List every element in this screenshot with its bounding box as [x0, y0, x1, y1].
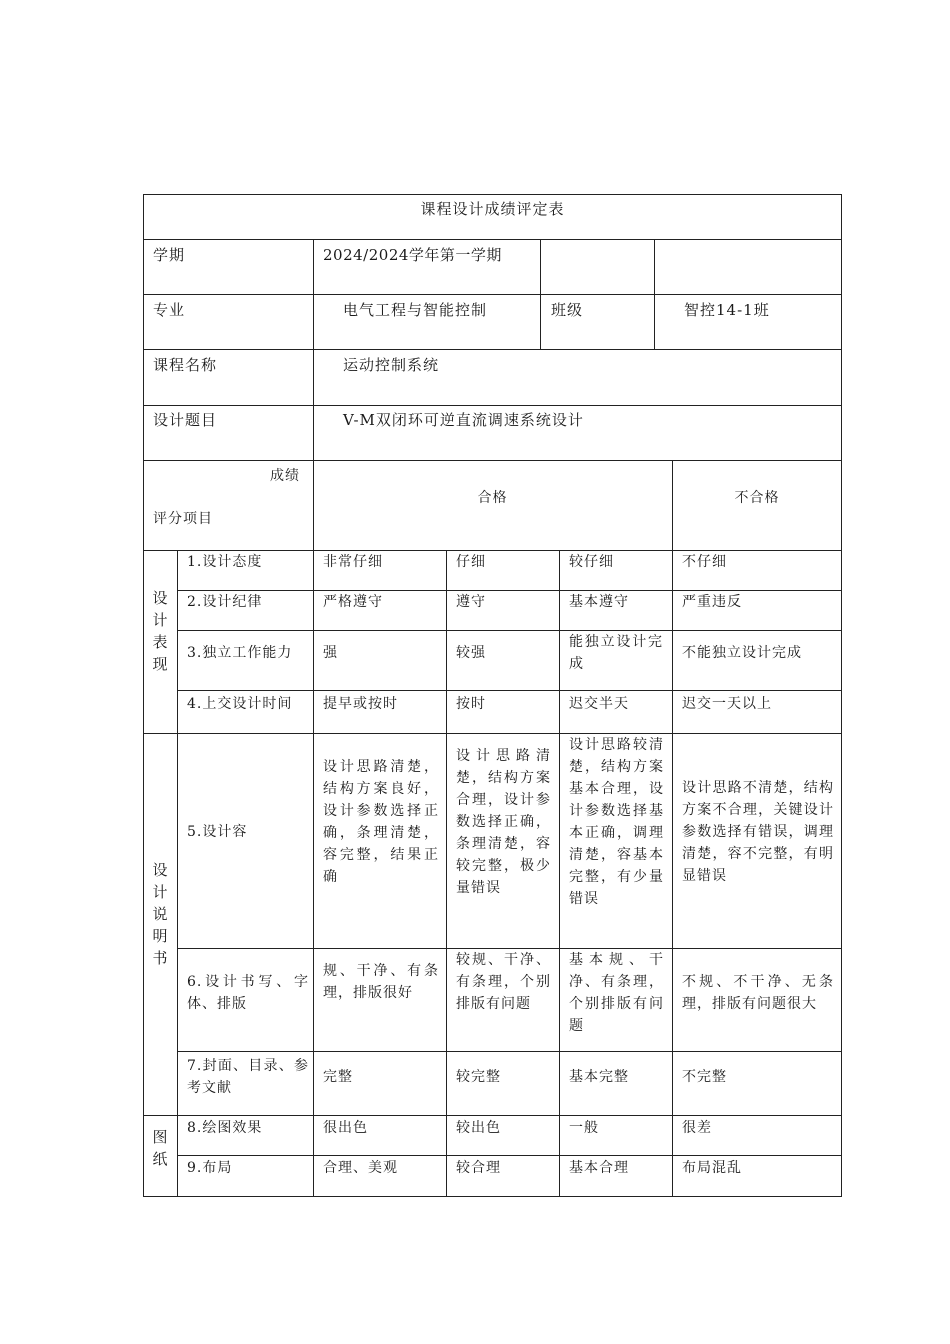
row3-item: 3.独立工作能力 — [187, 645, 293, 661]
row3-fail: 不能独立设计完成 — [682, 645, 802, 661]
row4-good: 按时 — [456, 696, 486, 712]
row6-good: 较规、干净、有条理，个别排版有问题 — [456, 952, 551, 1012]
row3-excellent: 强 — [323, 645, 338, 661]
row6-fail: 不规、不干净、无条理，排版有问题很大 — [682, 974, 834, 1012]
row1-fair: 较仔细 — [569, 554, 614, 570]
row7-good: 较完整 — [456, 1069, 501, 1085]
header-item: 评分项目 — [153, 511, 213, 527]
header-score: 成绩 — [270, 468, 300, 484]
class-label: 班级 — [551, 301, 584, 319]
row8-excellent: 很出色 — [323, 1120, 368, 1136]
row2-excellent: 严格遵守 — [323, 594, 383, 610]
row3-good: 较强 — [456, 645, 486, 661]
row1-item: 1.设计态度 — [187, 554, 263, 570]
row9-excellent: 合理、美观 — [323, 1160, 398, 1176]
topic-label: 设计题目 — [153, 411, 218, 429]
group-design-performance: 设计表现 — [152, 589, 168, 673]
row5-excellent: 设计思路清楚，结构方案良好，设计参数选择正确，条理清楚，容完整，结果正确 — [323, 759, 439, 885]
row9-fail: 布局混乱 — [682, 1160, 742, 1176]
row8-good: 较出色 — [456, 1120, 501, 1136]
row4-fail: 迟交一天以上 — [682, 696, 772, 712]
group-design-manual: 设计说明书 — [152, 861, 168, 967]
row2-good: 遵守 — [456, 594, 486, 610]
course-value: 运动控制系统 — [343, 356, 440, 374]
row2-fair: 基本遵守 — [569, 594, 629, 610]
row5-fair: 设计思路较清楚，结构方案基本合理，设计参数选择基本正确，调理清楚，容基本完整，有少量错误 — [569, 737, 664, 907]
group-drawings: 图纸 — [152, 1128, 168, 1168]
row7-excellent: 完整 — [323, 1069, 353, 1085]
row6-fair: 基本规、干净、有条理，个别排版有问题 — [569, 952, 664, 1034]
row1-fail: 不仔细 — [682, 554, 727, 570]
header-fail: 不合格 — [734, 490, 780, 506]
row9-good: 较合理 — [456, 1160, 501, 1176]
row6-item: 6.设计书写、字体、排版 — [187, 974, 309, 1012]
topic-value: V-M双闭环可逆直流调速系统设计 — [343, 411, 584, 429]
row2-item: 2.设计纪律 — [187, 594, 263, 610]
row3-fair: 能独立设计完成 — [569, 634, 663, 672]
semester-label: 学期 — [153, 246, 186, 264]
semester-value: 2024/2024学年第一学期 — [323, 246, 502, 264]
row9-item: 9.布局 — [187, 1160, 233, 1176]
form-title: 课程设计成绩评定表 — [420, 200, 565, 218]
row8-item: 8.绘图效果 — [187, 1120, 263, 1136]
row4-fair: 迟交半天 — [569, 696, 629, 712]
row5-fail: 设计思路不清楚，结构方案不合理，关键设计参数选择有错误，调理清楚，容不完整，有明显错误 — [682, 780, 834, 884]
row2-fail: 严重违反 — [682, 594, 742, 610]
row7-fail: 不完整 — [682, 1069, 727, 1085]
row7-item: 7.封面、目录、参考文献 — [187, 1058, 309, 1096]
row8-fail: 很差 — [682, 1120, 712, 1136]
row1-excellent: 非常仔细 — [323, 554, 383, 570]
major-label: 专业 — [153, 301, 186, 319]
course-label: 课程名称 — [153, 356, 218, 374]
row7-fair: 基本完整 — [569, 1069, 629, 1085]
class-value: 智控14-1班 — [684, 301, 770, 319]
row4-excellent: 提早或按时 — [323, 696, 398, 712]
row8-fair: 一般 — [569, 1120, 599, 1136]
row5-item: 5.设计容 — [187, 824, 248, 840]
major-value: 电气工程与智能控制 — [343, 301, 488, 319]
row5-good: 设计思路清楚，结构方案合理，设计参数选择正确，条理清楚，容较完整，极少量错误 — [456, 748, 551, 896]
row6-excellent: 规、干净、有条理，排版很好 — [323, 963, 439, 1001]
row1-good: 仔细 — [456, 554, 486, 570]
row9-fair: 基本合理 — [569, 1160, 629, 1176]
header-pass: 合格 — [477, 490, 508, 506]
row4-item: 4.上交设计时间 — [187, 696, 293, 712]
